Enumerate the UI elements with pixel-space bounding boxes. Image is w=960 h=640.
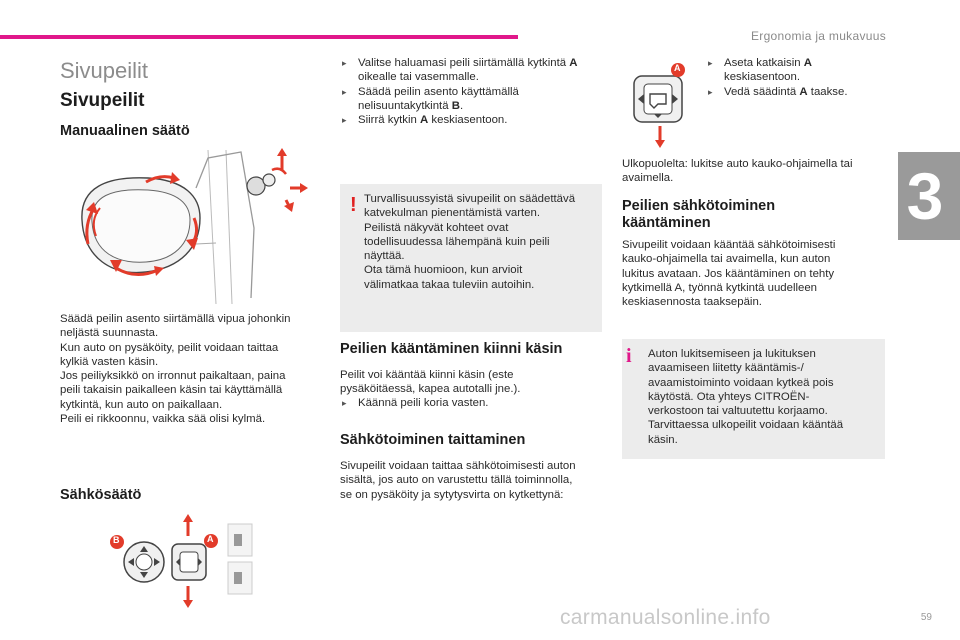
unfold-steps <box>706 56 884 99</box>
text-line: avaamiseen liitetty kääntämis-/ <box>648 362 804 375</box>
electric-fold-heading: Sähkötoiminen taittaminen <box>340 432 526 448</box>
text-line: käsin. <box>648 433 678 446</box>
fold-manual-heading: Peilien kääntäminen kiinni käsin <box>340 341 563 357</box>
label-b: B <box>113 535 120 545</box>
chapter-number: 3 <box>906 159 944 233</box>
manual-adjust-text <box>60 312 320 426</box>
text-line: kytkimellä A, työnnä kytkintä uudelleen <box>622 281 818 294</box>
electric-unfold-text <box>622 238 884 309</box>
text-line: Sivupeilit voidaan kääntää sähkötoimisesti <box>622 239 836 251</box>
manual-mirror-figure <box>76 148 312 304</box>
text-line: käytöstä. Ota yhteys CITROËN- <box>648 390 810 403</box>
text-line: Kun auto on pysäköity, peilit voidaan taittaa <box>60 341 279 354</box>
text-line: kytkintä, kun auto on paikallaan. <box>60 398 223 411</box>
label-a: A <box>207 534 214 544</box>
select-mirror-steps <box>340 56 602 127</box>
text-line: todellisuudessa lähempänä kuin peili <box>364 235 550 248</box>
text-line: Tarvittaessa ulkopeilit voidaan kääntää <box>648 419 844 432</box>
text-line: Ulkopuolelta: lukitse auto kauko-ohjaimella tai <box>622 158 853 170</box>
info-icon: i <box>626 345 632 367</box>
text-line: kauko-ohjaimella tai avaimella, kun auton <box>622 253 831 266</box>
text-line: Turvallisuussyistä sivupeilit on säädettävä <box>364 193 576 205</box>
fold-manual-steps <box>340 396 602 410</box>
text-line: avaamistoiminto voidaan kytkeä pois <box>648 376 834 389</box>
fold-switch-figure <box>622 56 698 152</box>
text-line: neljästä suunnasta. <box>60 327 159 340</box>
info-box <box>622 339 885 459</box>
text-line: sisältä, jos auto on varustettu tällä toiminnolla, <box>340 474 573 487</box>
electric-adjust-heading: Sähkösäätö <box>60 487 142 503</box>
watermark: carmanualsonline.info <box>560 606 771 629</box>
warning-icon: ! <box>350 194 357 216</box>
warning-box <box>340 184 602 332</box>
electric-unfold-heading: Peilien sähkötoiminen kääntäminen <box>622 198 776 231</box>
text-line: Peili ei rikkoonnu, vaikka sää olisi kylmä. <box>60 413 266 426</box>
info-text <box>648 347 874 447</box>
text-line: verkostoon tai valtuutettu korjaamo. <box>648 405 828 418</box>
page-title: Sivupeilit <box>60 90 145 111</box>
list-item: ▸ Käännä peili koria vasten. <box>340 396 602 410</box>
text-line: keskiasennosta taaksepäin. <box>622 296 762 309</box>
fold-manual-text <box>340 368 602 397</box>
text-line: näyttää. <box>364 250 405 263</box>
page-number: 59 <box>920 612 932 623</box>
text-line: kylkiä vasten käsin. <box>60 355 159 368</box>
header-accent-bar <box>0 35 518 39</box>
text-line: Auton lukitsemiseen ja lukituksen <box>648 348 816 360</box>
list-item: ▸ Siirrä kytkin A keskiasentoon. <box>340 113 602 127</box>
text-line: välimatkaa takaa tuleviin autoihin. <box>364 278 535 291</box>
text-line: Jos peiliyksikkö on irronnut paikaltaan, paina <box>60 370 286 383</box>
text-line: se on pysäköity ja sytytysvirta on kytkettynä: <box>340 488 564 501</box>
list-item: ▸ Säädä peilin asento käyttämällä nelisuuntakytkintä B. <box>340 85 602 114</box>
text-line: katvekulman pienentämistä varten. <box>364 207 541 220</box>
electric-control-figure <box>110 514 260 608</box>
text-line: pysäköitäessä, kapea autotalli jne.). <box>340 383 521 396</box>
text-line: lukitus avataan. Jos kääntäminen on tehty <box>622 267 835 280</box>
list-item: ▸ Valitse haluamasi peili siirtämällä kytkintä A oikealle tai vasemmalle. <box>340 56 602 85</box>
text-line: avaimella. <box>622 172 674 185</box>
electric-fold-text <box>340 459 602 502</box>
text-line: Peilistä näkyvät kohteet ovat <box>364 221 509 234</box>
manual-adjust-heading: Manuaalinen säätö <box>60 123 190 139</box>
text-line: peili takaisin paikalleen käsin tai käyttämällä <box>60 384 283 397</box>
text-line: Sivupeilit voidaan taittaa sähkötoimisesti auton <box>340 460 576 472</box>
warning-text <box>364 192 592 292</box>
running-header: Ergonomia ja mukavuus <box>750 29 886 43</box>
outside-lock-text <box>622 157 884 186</box>
text-line: Ota tämä huomioon, kun arvioit <box>364 264 523 277</box>
list-item: ▸ Aseta katkaisin A keskiasentoon. <box>706 56 884 85</box>
text-line: Säädä peilin asento siirtämällä vipua johonkin <box>60 313 291 325</box>
text-line: Peilit voi kääntää kiinni käsin (este <box>340 369 514 381</box>
list-item: ▸ Vedä säädintä A taakse. <box>706 85 884 99</box>
label-a: A <box>674 63 681 73</box>
section-title: Sivupeilit <box>60 58 149 83</box>
